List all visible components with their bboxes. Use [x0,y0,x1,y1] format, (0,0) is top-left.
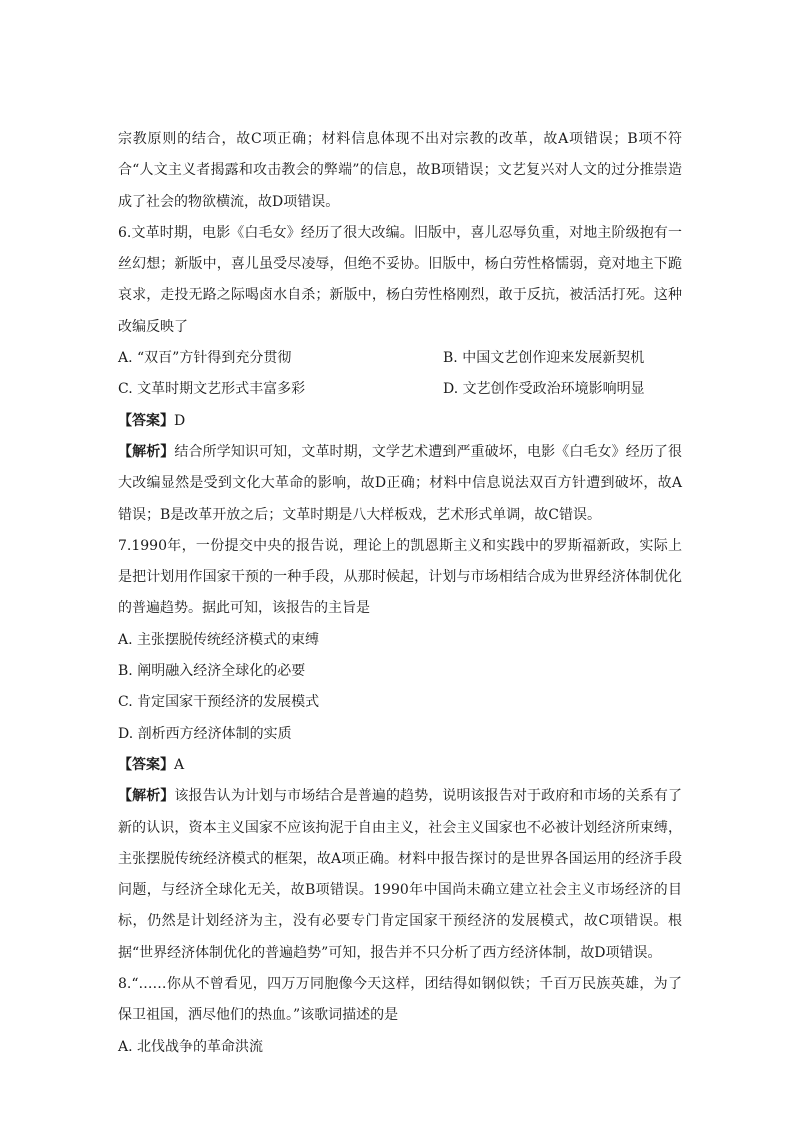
question-7 [118,531,682,969]
answer-line [118,406,682,437]
explanation [118,437,682,531]
explanation-text: 结合所学知识可知，文革时期，文学艺术遭到严重破坏，电影《白毛女》经历了很大改编显然是受到文化大革命的影响，故D正确；材料中信息说法双百方针遭到破坏，故A错误；B是改革开放之后；文革时期是八大样板戏，艺术形式单调，故C错误。 [118,443,683,523]
question-stem: 6.文革时期，电影《白毛女》经历了很大改编。旧版中，喜儿忍辱负重，对地主阶级抱有一丝幻想；新版中，喜儿虽受尽凌辱，但绝不妥协。旧版中，杨白劳性格懦弱，竟对地主下跪哀求，走投无路之际喝卤水自杀；新版中，杨白劳性格刚烈，敢于反抗，被活活打死。这种改编反映了 [118,224,682,335]
option-row [118,374,682,405]
option-c: C. 肯定国家干预经济的发展模式 [118,694,320,711]
option-row [118,343,682,374]
explanation [118,781,682,969]
question-6 [118,218,682,531]
question-stem: 7.1990年，一份提交中央的报告说，理论上的凯恩斯主义和实践中的罗斯福新政，实际上是把计划用作国家干预的一种手段，从那时候起，计划与市场相结合成为世界经济体制优化的普遍趋势。据此可知，该报告的主旨是 [118,537,682,617]
option-d: D. 文艺创作受政治环境影响明显 [443,381,645,398]
option-b: B. 中国文艺创作迎来发展新契机 [443,350,645,367]
q5-explanation-tail: 宗教原则的结合，故C项正确；材料信息体现不出对宗教的改革，故A项错误；B项不符合“人文主义者揭露和攻击教会的弊端”的信息，故B项错误；文艺复兴对人文的过分推崇造成了社会的物欲横流，故D项错误。 [118,131,682,210]
answer-value: A [174,756,185,773]
option-a: A. “双百”方针得到充分贯彻 [118,350,292,367]
document-content [118,124,682,1063]
question-8 [118,969,682,1063]
answer-label: 【答案】 [118,756,174,773]
answer-value: D [174,412,186,429]
option-d: D. 剖析西方经济体制的实质 [118,725,292,742]
explanation-label: 【解析】 [118,788,175,805]
explanation-label: 【解析】 [118,443,175,460]
answer-line [118,750,682,781]
option-c: C. 文革时期文艺形式丰富多彩 [118,381,306,398]
option-a: A. 主张摆脱传统经济模式的束缚 [118,631,320,648]
question-stem: 8.“……你从不曾看见，四万万同胞像今天这样，团结得如钢似铁；千百万民族英雄，为了保卫祖国，洒尽他们的热血。”该歌词描述的是 [118,976,682,1024]
option-b: B. 阐明融入经济全球化的必要 [118,663,306,680]
answer-label: 【答案】 [118,412,174,429]
explanation-text: 该报告认为计划与市场结合是普遍的趋势，说明该报告对于政府和市场的关系有了新的认识，资本主义国家不应该拘泥于自由主义，社会主义国家也不必被计划经济所束缚，主张摆脱传统经济模式的框架，故A项正确。材料中报告探讨的是世界各国运用的经济手段问题，与经济全球化无关，故B项错误。1990年中国尚未确立建立社会主义市场经济的目标，仍然是计划经济为主，没有必要专门肯定国家干预经济的发展模式，故C项错误。根据“世界经济体制优化的普遍趋势”可知，报告并不只分析了西方经济体制，故D项错误。 [118,788,683,961]
option-a: A. 北伐战争的革命洪流 [118,1038,264,1055]
